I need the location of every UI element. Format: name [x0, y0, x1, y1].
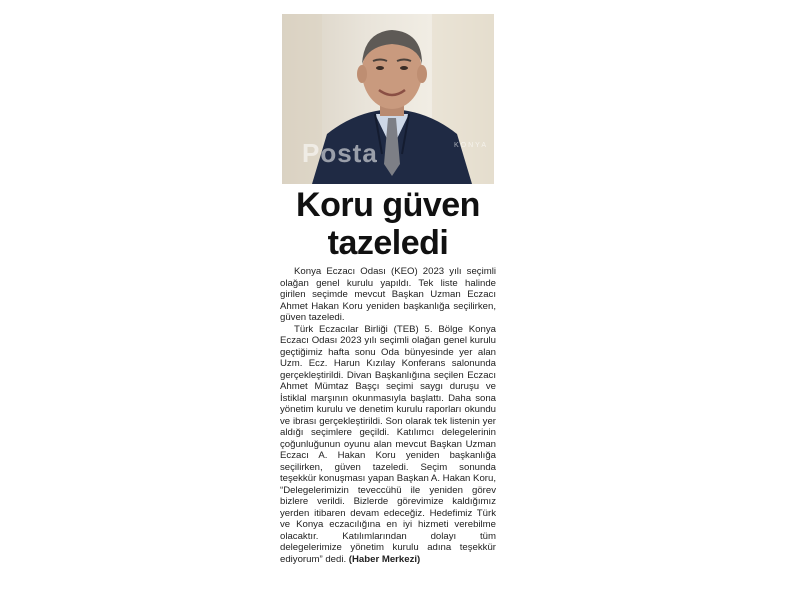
article-headline: [278, 186, 498, 262]
article-paragraph-1: Konya Eczacı Odası (KEO) 2023 yılı seçimli olağan genel kurulu yapıldı. Tek liste halinde girilen seçimde mevcut Başkan Uzman Eczacı Ahmet Hakan Koru yeniden başkanlığa seçilirken, güven tazeledi.: [280, 266, 496, 323]
article-paragraph-2: [280, 324, 496, 566]
article-photo: [282, 14, 494, 184]
headline-line-2: tazeledi: [327, 224, 449, 262]
headline-line-1: Koru güven: [296, 186, 480, 224]
news-clipping: [278, 14, 498, 594]
watermark-logo-text: Posta: [302, 138, 378, 168]
article-body: [280, 266, 496, 565]
portrait-illustration: [282, 14, 494, 184]
article-paragraph-2-text: Türk Eczacılar Birliği (TEB) 5. Bölge Konya Eczacı Odası 2023 yılı seçimli olağan genel kurulu geçtiğimiz hafta sonu Oda bünyesinde yer alan Uzm. Ecz. Harun Kızılay Konferans salonunda gerçekleştirildi. Divan Başkanlığına seçilen Eczacı Ahmet Mümtaz Başçı seçimi saygı duruşu ve İstiklal marşının okunmasıyla başlattı. Daha sona yönetim kurulu ve denetim kurulu raporları okundu ve ibrası gerçekleştirildi. Son olarak tek listenin yer aldığı seçimlere geçildi. Katılımcı delegelerinin çoğunluğunun oyunu alan mevcut Başkan Uzman Eczacı A. Hakan Koru yeniden başkanlığa seçilirken, güven tazeledi. Seçim sonunda teşekkür konuşması yapan Başkan A. Hakan Koru, “Delegelerimizin teveccühü ile yeniden görev bizlere verildi. Bizlerde görevimize kaldığımız yerden itibaren devam edeceğiz. Hedefimiz Türk ve Konya eczacılığına en iyi hizmeti verebilme olacaktır. Katılımlarından dolayı tüm delegelerimize yönetim kurulu adına teşekkür ediyorum” dedi.: [280, 323, 496, 565]
article-source: (Haber Merkezi): [348, 553, 421, 565]
watermark-city-text: KONYA: [454, 142, 488, 149]
